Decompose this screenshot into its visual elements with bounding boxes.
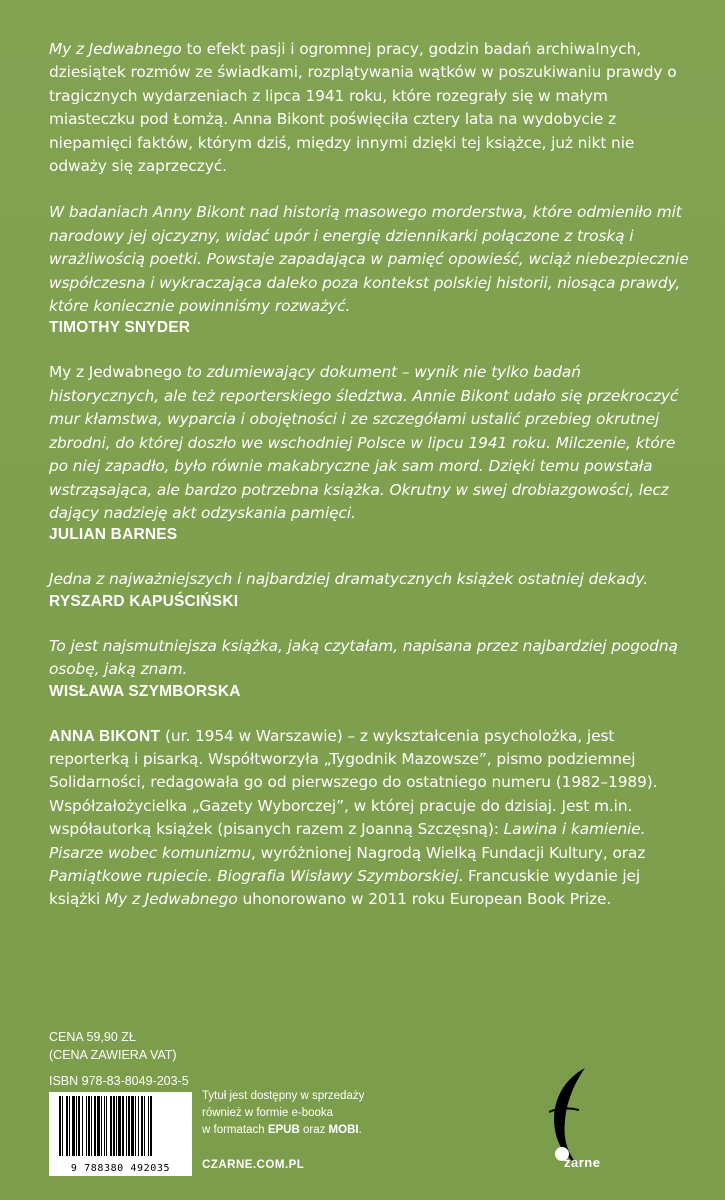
author-bio bbox=[49, 725, 689, 912]
price-block bbox=[49, 1028, 177, 1064]
barcode bbox=[49, 1092, 192, 1176]
blurb-paragraph bbox=[49, 38, 689, 178]
ebook-line: Tytuł jest dostępny w sprzedaży bbox=[202, 1090, 365, 1102]
ebook-line: oraz bbox=[299, 1124, 329, 1136]
format-mobi: MOBI bbox=[328, 1124, 359, 1136]
quote-text: To jest najsmutniejsza książka, jaką czytałam, napisana przez najbardziej pogodną osobę, jaką znam. bbox=[49, 636, 678, 679]
ebook-line: w formatach bbox=[202, 1124, 268, 1136]
format-epub: EPUB bbox=[267, 1124, 300, 1136]
ebook-note bbox=[202, 1088, 364, 1139]
ebook-line: . bbox=[358, 1124, 362, 1136]
publisher-name: zarne bbox=[564, 1155, 601, 1170]
quote-book-title: My z Jedwabnego bbox=[49, 363, 182, 382]
bio-book-title: Pamiątkowe rupiecie. Biografia Wisławy Szymborskiej bbox=[49, 866, 459, 885]
vat-note: (CENA ZAWIERA VAT) bbox=[49, 1048, 177, 1062]
bio-text: . Francuskie wydanie jej książki bbox=[49, 866, 641, 909]
bio-book-title: My z Jedwabnego bbox=[105, 890, 238, 909]
barcode-bars bbox=[49, 1092, 192, 1162]
publisher-logo-icon bbox=[545, 1068, 601, 1168]
quote-szymborska bbox=[49, 635, 689, 702]
quote-author: TIMOTHY SNYDER bbox=[49, 319, 191, 337]
publisher-website: CZARNE.COM.PL bbox=[202, 1159, 305, 1171]
quote-kapuscinski bbox=[49, 568, 689, 611]
quote-text: to zdumiewający dokument – wynik nie tylko badań historycznych, ale też reporterskiego śledztwa. Annie Bikont udało się przekroczyć mur kłamstwa, wyparcia i obojętności i ze szczegółami ustalić przebieg okrutnej zbrodni, do której doszło we wschodniej Polsce w lipcu 1941 roku. Milczenie, które po niej zapadło, było równie makabryczne jak sam mord. Dzięki temu powstała wstrząsająca, ale bardzo potrzebna książka. Okrutny w swej drobiazgowości, lecz dający nadzieję akt odzyskania pamięci. bbox=[49, 363, 679, 522]
barcode-digits: 9 788380 492035 bbox=[70, 1163, 171, 1174]
isbn-number: ISBN 978-83-8049-203-5 bbox=[49, 1074, 189, 1088]
blurb-text: to efekt pasji i ogromnej pracy, godzin badań archiwalnych, dziesiątek rozmów ze świadkami, rozplątywania wątków w poszukiwaniu prawdy o tragicznych wydarzeniach z lipca 1941 roku, które rozegrały się w małym miasteczku pod Łomżą. Anna Bikont poświęciła cztery lata na wydobycie z niepamięci faktów, którym dziś, między innymi dzięki tej książce, już nikt nie odważy się zaprzeczyć. bbox=[49, 40, 677, 176]
bio-text: , wyróżnionej Nagrodą Wielką Fundacji Kultury, oraz bbox=[251, 843, 646, 862]
quote-snyder bbox=[49, 201, 689, 338]
quote-author: RYSZARD KAPUŚCIŃSKI bbox=[49, 592, 239, 610]
bio-book-title: Lawina i kamienie. Pisarze wobec komunizmu bbox=[49, 820, 646, 862]
quote-author: WISŁAWA SZYMBORSKA bbox=[49, 682, 241, 700]
price-line: CENA 59,90 ZŁ bbox=[49, 1030, 136, 1044]
quote-author: JULIAN BARNES bbox=[49, 526, 178, 544]
bio-text: (ur. 1954 w Warszawie) – z wykształcenia psycholożka, jest reporterką i pisarką. Współtworzyła „Tygodnik Mazowsze”, pismo podziemnej Solidarności, redagowała go od pierwszego do ostatniego numeru (1982–1989). Współzałożycielka „Gazety Wyborczej”, w której pracuje do dzisiaj. Jest m.in. współautorką książek (pisanych razem z Joanną Szczęsną): bbox=[49, 726, 658, 839]
quote-text: Jedna z najważniejszych i najbardziej dramatycznych książek ostatniej dekady. bbox=[49, 570, 649, 589]
quote-barnes bbox=[49, 361, 689, 545]
quote-text: W badaniach Anny Bikont nad historią masowego morderstwa, które odmieniło mit narodowy jej ojczyzny, widać upór i energię dziennikarki połączone z troską i wrażliwością poetki. Powstaje zapadająca w pamięć opowieść, wciąż niebezpiecznie współczesna i wykraczająca daleko poza kontekst polskiej historii, niosąca prawdy, które koniecznie powinniśmy rozważyć. bbox=[49, 203, 689, 316]
bio-text: uhonorowano w 2011 roku European Book Prize. bbox=[237, 890, 612, 909]
bio-name: ANNA BIKONT bbox=[49, 727, 161, 745]
ebook-formats-line bbox=[202, 1122, 364, 1139]
ebook-line: również w formie e-booka bbox=[202, 1107, 334, 1119]
blurb-book-title: My z Jedwabnego bbox=[49, 40, 182, 58]
text-block bbox=[49, 38, 689, 935]
